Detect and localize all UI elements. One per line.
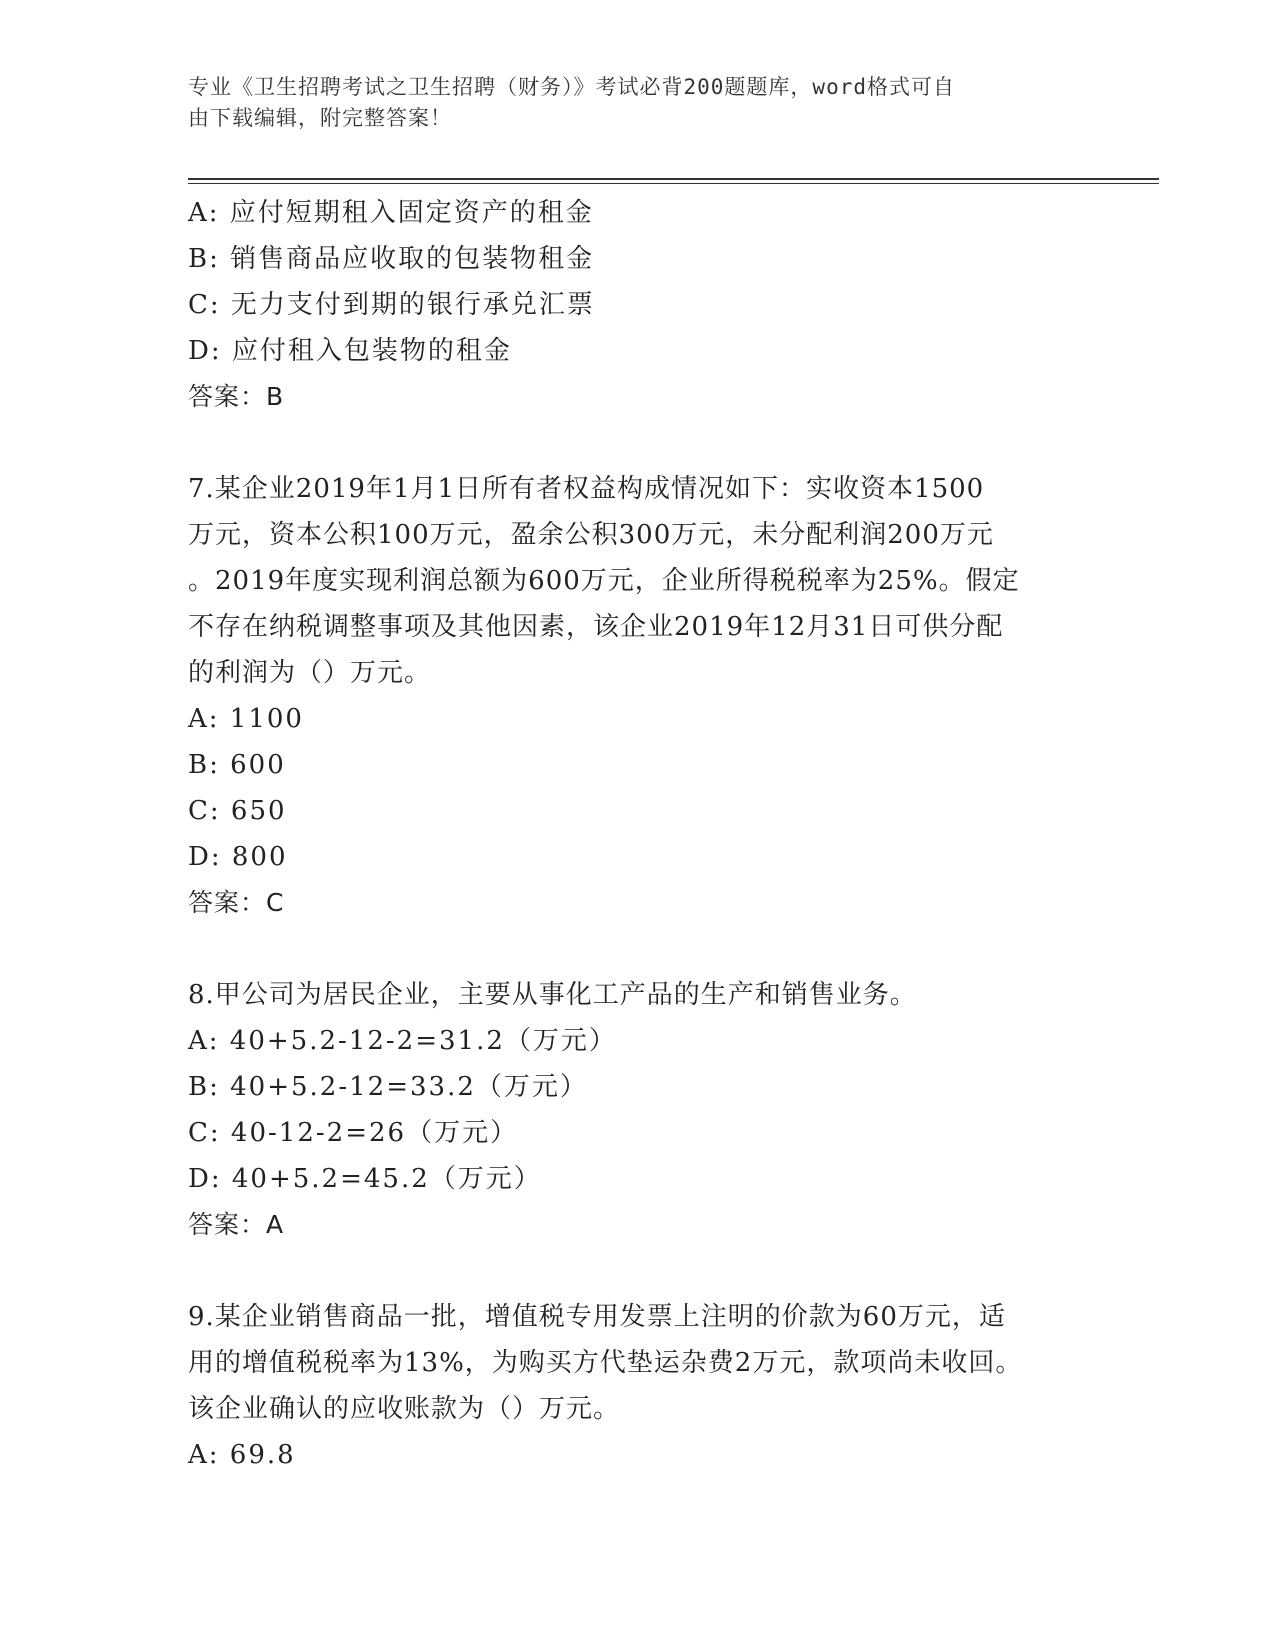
question-8-block (188, 972, 1088, 1248)
question-text-line: 。2019年度实现利润总额为600万元，企业所得税税率为25%。假定 (188, 566, 1020, 596)
question-6-block (188, 190, 1088, 420)
option-a: A: 69.8 (188, 1440, 296, 1470)
header-line-1: 专业《卫生招聘考试之卫生招聘（财务）》考试必背200题题库，word格式可自 (188, 75, 955, 99)
question-text-line: 8.甲公司为居民企业，主要从事化工产品的生产和销售业务。 (188, 980, 917, 1010)
spacer (188, 1248, 1088, 1294)
option-b: B: 销售商品应收取的包装物租金 (188, 244, 595, 274)
option-c: C: 无力支付到期的银行承兑汇票 (188, 290, 595, 320)
answer-label: 答案：C (188, 888, 285, 917)
option-d: D: 800 (188, 842, 288, 872)
question-text-line: 的利润为（）万元。 (188, 658, 432, 688)
question-list (188, 190, 1088, 1478)
option-d: D: 40+5.2=45.2（万元） (188, 1164, 542, 1194)
question-text-line: 7.某企业2019年1月1日所有者权益构成情况如下：实收资本1500 (188, 474, 985, 504)
question-text-line: 9.某企业销售商品一批，增值税专用发票上注明的价款为60万元，适 (188, 1302, 1006, 1332)
option-c: C: 40-12-2=26（万元） (188, 1118, 519, 1148)
option-b: B: 600 (188, 750, 286, 780)
answer-label: 答案：A (188, 1210, 285, 1239)
header-line-2: 由下载编辑，附完整答案！ (188, 106, 452, 130)
question-7-block (188, 466, 1088, 926)
option-a: A: 应付短期租入固定资产的租金 (188, 198, 594, 228)
question-text-line: 该企业确认的应收账款为（）万元。 (188, 1394, 621, 1424)
spacer (188, 420, 1088, 466)
option-c: C: 650 (188, 796, 287, 826)
header-divider-thin (188, 183, 1159, 184)
question-text-line: 用的增值税税率为13%，为购买方代垫运杂费2万元，款项尚未收回。 (188, 1348, 1023, 1378)
header-divider-thick (188, 178, 1159, 180)
option-d: D: 应付租入包装物的租金 (188, 336, 512, 366)
option-a: A: 1100 (188, 704, 304, 734)
question-9-block (188, 1294, 1088, 1478)
option-b: B: 40+5.2-12=33.2（万元） (188, 1072, 588, 1102)
spacer (188, 926, 1088, 972)
question-text-line: 万元，资本公积100万元，盈余公积300万元，未分配利润200万元 (188, 520, 994, 550)
option-a: A: 40+5.2-12-2=31.2（万元） (188, 1026, 617, 1056)
question-text-line: 不存在纳税调整事项及其他因素，该企业2019年12月31日可供分配 (188, 612, 1004, 642)
answer-label: 答案：B (188, 382, 285, 411)
document-header (188, 72, 1068, 134)
